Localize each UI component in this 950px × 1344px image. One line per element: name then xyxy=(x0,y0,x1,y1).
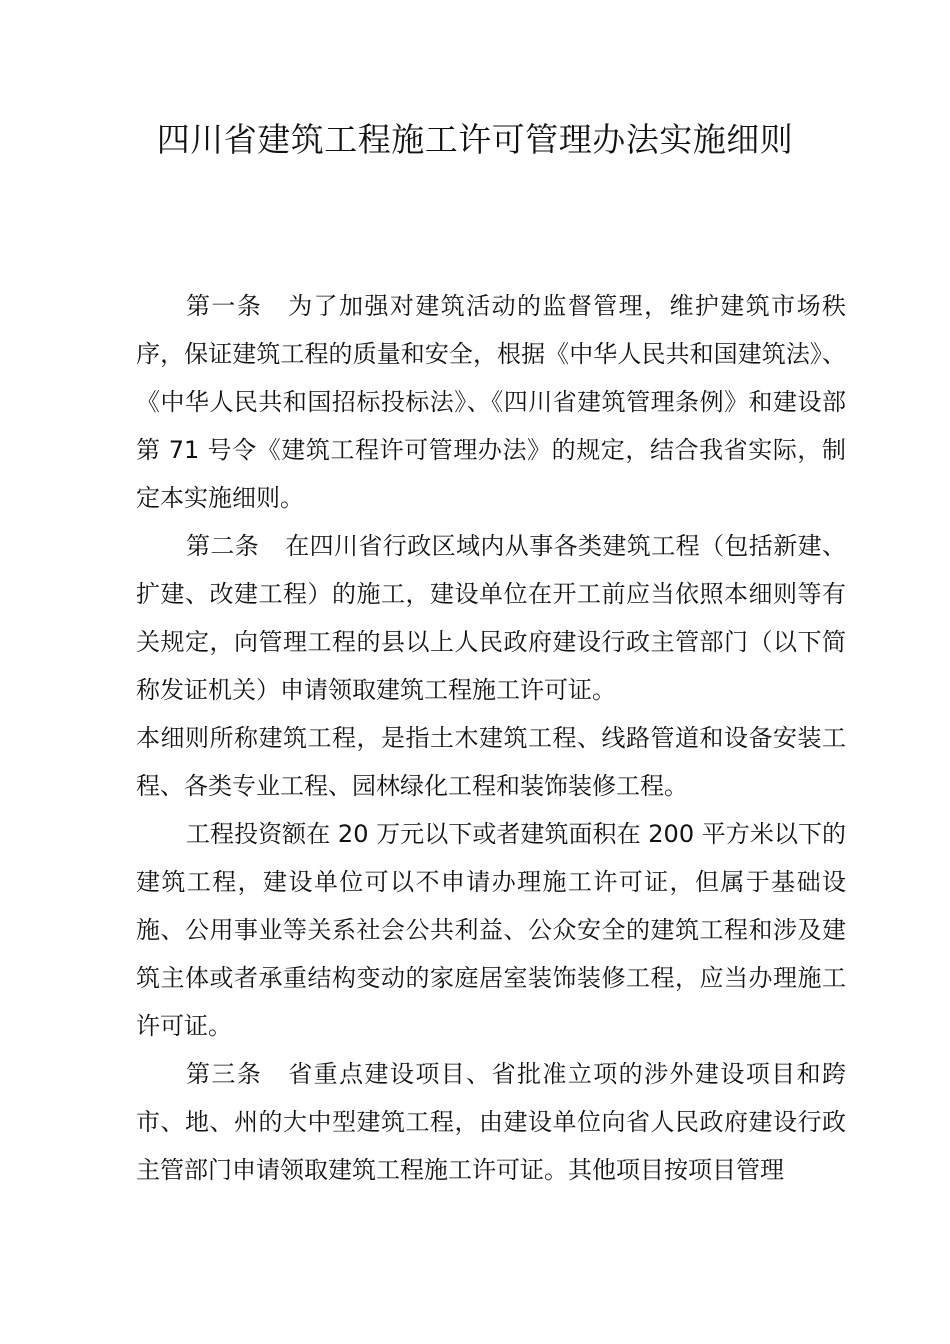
article-text: 在四川省行政区域内从事各类建筑工程（包括新建、扩建、改建工程）的施工，建设单位在开工前应当依照本细则等有关规定，向管理工程的县以上人民政府建设行政主管部门（以下简称发证机关）申请领取建筑工程施工许可证。 xyxy=(136,532,847,704)
article-number: 第一条 xyxy=(186,292,263,320)
article-number: 第二条 xyxy=(186,532,260,560)
document-body xyxy=(136,282,846,1194)
article-2 xyxy=(136,522,846,714)
article-text: 省重点建设项目、省批准立项的涉外建设项目和跨市、地、州的大中型建筑工程，由建设单位向省人民政府建设行政主管部门申请领取建筑工程施工许可证。其他项目按项目管理 xyxy=(136,1060,846,1184)
paragraph-scope: 本细则所称建筑工程，是指土木建筑工程、线路管道和设备安装工程、各类专业工程、园林绿化工程和装饰装修工程。 xyxy=(136,724,846,800)
paragraph-threshold: 工程投资额在 20 万元以下或者建筑面积在 200 平方米以下的建筑工程，建设单位可以不申请办理施工许可证，但属于基础设施、公用事业等关系社会公共利益、公众安全的建筑工程和涉及建筑主体或者承重结构变动的家庭居室装饰装修工程，应当办理施工许可证。 xyxy=(136,820,846,1040)
document-title: 四川省建筑工程施工许可管理办法实施细则 xyxy=(156,120,794,159)
article-3 xyxy=(136,1050,846,1194)
article-text: 为了加强对建筑活动的监督管理，维护建筑市场秩序，保证建筑工程的质量和安全，根据《中华人民共和国建筑法》、《中华人民共和国招标投标法》、《四川省建筑管理条例》和建设部第 71 号令《建筑工程许可管理办法》的规定，结合我省实际，制定本实施细则。 xyxy=(136,292,846,512)
article-1 xyxy=(136,282,846,522)
article-number: 第三条 xyxy=(186,1060,263,1088)
